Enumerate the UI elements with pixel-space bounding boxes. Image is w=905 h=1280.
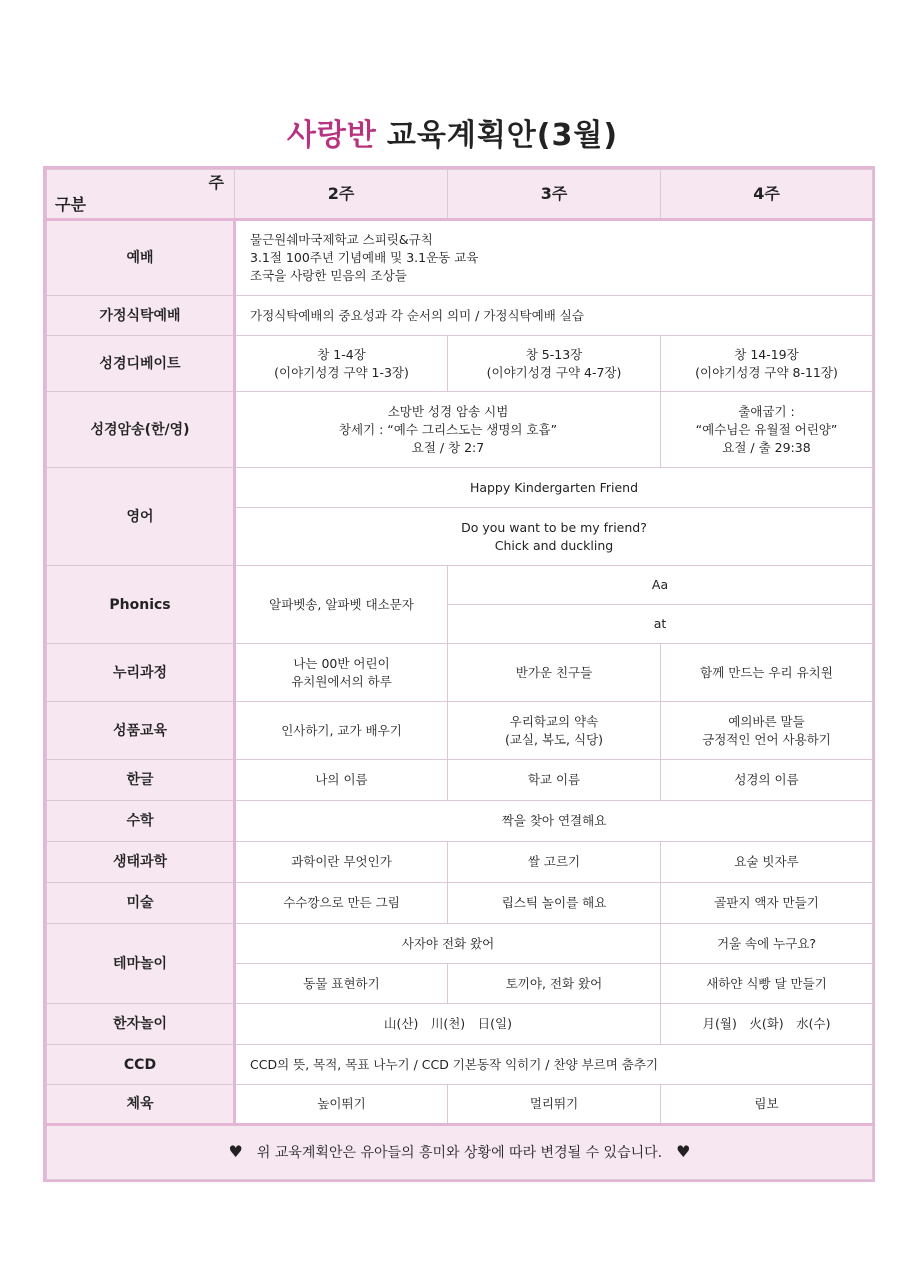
footer-text: 위 교육계획안은 유아들의 흥미와 상황에 따라 변경될 수 있습니다.: [256, 1145, 663, 1161]
row-label: 영어: [47, 468, 235, 566]
row-label: 예배: [47, 220, 235, 296]
cell-line: 예의바른 말들: [728, 713, 805, 729]
row-hangul: [47, 760, 873, 801]
eco-w2: 과학이란 무엇인가: [235, 842, 448, 883]
row-label: 한글: [47, 760, 235, 801]
row-label: 수학: [47, 801, 235, 842]
english-line2: [235, 508, 873, 566]
theme-w2: 동물 표현하기: [235, 964, 448, 1004]
pe-w2: 높이뛰기: [235, 1085, 448, 1125]
eco-w3: 쌀 고르기: [448, 842, 661, 883]
week-label: 주: [208, 173, 224, 192]
art-w3: 립스틱 놀이를 해요: [448, 883, 661, 924]
cell-line: 창세기 : “예수 그리스도는 생명의 호흡”: [338, 421, 558, 437]
cell-line: 출애굽기 :: [738, 403, 795, 419]
phonics-top: Aa: [448, 566, 873, 605]
worship-cell: [235, 220, 873, 296]
pe-w4: 림보: [661, 1085, 873, 1125]
cell-line: (이야기성경 구약 1-3장): [274, 364, 409, 380]
cell-line: Chick and duckling: [494, 537, 614, 553]
nuri-w4: 함께 만드는 우리 유치원: [661, 644, 873, 702]
family-worship-cell: 가정식탁예배의 중요성과 각 순서의 의미 / 가정식탁예배 실습: [235, 296, 873, 336]
week-2-header: 2주: [235, 170, 448, 220]
row-label: 생태과학: [47, 842, 235, 883]
cell-line: (이야기성경 구약 4-7장): [486, 364, 622, 380]
character-w2: 인사하기, 교가 배우기: [235, 702, 448, 760]
art-w4: 골판지 액자 만들기: [661, 883, 873, 924]
row-label: 체육: [47, 1085, 235, 1125]
page-title: [0, 110, 905, 154]
plan-table: [43, 166, 875, 1182]
character-w4: [661, 702, 873, 760]
row-label: CCD: [47, 1045, 235, 1085]
ccd-cell: CCD의 뜻, 목적, 목표 나누기 / CCD 기본동작 익히기 / 찬양 부르며 춤추기: [235, 1045, 873, 1085]
week-4-header: 4주: [661, 170, 873, 220]
corner-cell: [47, 170, 235, 220]
hanja-w23: 山(산) 川(천) 日(일): [235, 1004, 661, 1045]
row-label: 성경디베이트: [47, 336, 235, 392]
cell-line: 요절 / 창 2:7: [411, 439, 485, 455]
bible-memory-w4: [661, 392, 873, 468]
cell-line: 창 1-4장: [317, 346, 366, 362]
row-worship: [47, 220, 873, 296]
row-theme-1: [47, 924, 873, 964]
cell-line: (이야기성경 구약 8-11장): [695, 364, 838, 380]
cell-line: 3.1절 100주년 기념예배 및 3.1운동 교육: [250, 250, 479, 265]
nuri-w2: [235, 644, 448, 702]
row-label: 누리과정: [47, 644, 235, 702]
theme-w3: 토끼야, 전화 왔어: [448, 964, 661, 1004]
row-character: [47, 702, 873, 760]
cell-line: 창 14-19장: [734, 346, 799, 362]
footer-row: [47, 1125, 873, 1180]
row-label: 성품교육: [47, 702, 235, 760]
cell-line: 유치원에서의 하루: [291, 673, 392, 689]
row-ccd: [47, 1045, 873, 1085]
row-label: 가정식탁예배: [47, 296, 235, 336]
row-bible-debate: [47, 336, 873, 392]
row-label: 테마놀이: [47, 924, 235, 1004]
row-math: [47, 801, 873, 842]
cell-line: 소망반 성경 암송 시범: [387, 403, 509, 419]
theme-top23: 사자야 전화 왔어: [235, 924, 661, 964]
row-family-worship: [47, 296, 873, 336]
bible-memory-w23: [235, 392, 661, 468]
cell-line: “예수님은 유월절 어린양”: [695, 421, 838, 437]
phonics-w2: 알파벳송, 알파벳 대소문자: [235, 566, 448, 644]
cell-line: 조국을 사랑한 믿음의 조상들: [250, 268, 407, 283]
bible-debate-w2: [235, 336, 448, 392]
row-phonics-1: [47, 566, 873, 605]
row-label: Phonics: [47, 566, 235, 644]
category-label: 구분: [55, 195, 86, 214]
math-cell: 짝을 찾아 연결해요: [235, 801, 873, 842]
hangul-w3: 학교 이름: [448, 760, 661, 801]
hangul-w4: 성경의 이름: [661, 760, 873, 801]
cell-line: 창 5-13장: [525, 346, 583, 362]
cell-line: 긍정적인 언어 사용하기: [702, 731, 831, 747]
row-eco: [47, 842, 873, 883]
hangul-w2: 나의 이름: [235, 760, 448, 801]
cell-line: 우리학교의 약속: [509, 713, 599, 729]
heart-icon: ♥: [676, 1142, 691, 1161]
theme-top4: 거울 속에 누구요?: [661, 924, 873, 964]
row-pe: [47, 1085, 873, 1125]
cell-line: (교실, 복도, 식당): [504, 731, 604, 747]
footer-note: [47, 1125, 873, 1180]
row-nuri: [47, 644, 873, 702]
hanja-w4: 月(월) 火(화) 水(수): [661, 1004, 873, 1045]
row-english-1: [47, 468, 873, 508]
row-art: [47, 883, 873, 924]
row-label: 한자놀이: [47, 1004, 235, 1045]
art-w2: 수수깡으로 만든 그림: [235, 883, 448, 924]
title-text: 교육계획안(3월): [386, 118, 619, 153]
eco-w4: 요술 빗자루: [661, 842, 873, 883]
phonics-bottom: at: [448, 605, 873, 644]
english-line1: Happy Kindergarten Friend: [235, 468, 873, 508]
bible-debate-w4: [661, 336, 873, 392]
theme-w4: 새하얀 식빵 달 만들기: [661, 964, 873, 1004]
row-bible-memory: [47, 392, 873, 468]
header-row: [47, 170, 873, 220]
nuri-w3: 반가운 친구들: [448, 644, 661, 702]
cell-line: 나는 00반 어린이: [293, 655, 390, 671]
cell-line: 물근원쉐마국제학교 스피릿&규칙: [250, 232, 433, 247]
heart-icon: ♥: [228, 1142, 243, 1161]
class-name: 사랑반: [286, 118, 377, 153]
row-hanja: [47, 1004, 873, 1045]
row-label: 성경암송(한/영): [47, 392, 235, 468]
week-3-header: 3주: [448, 170, 661, 220]
bible-debate-w3: [448, 336, 661, 392]
character-w3: [448, 702, 661, 760]
cell-line: 요절 / 출 29:38: [722, 439, 811, 455]
row-label: 미술: [47, 883, 235, 924]
cell-line: Do you want to be my friend?: [461, 519, 647, 535]
pe-w3: 멀리뛰기: [448, 1085, 661, 1125]
